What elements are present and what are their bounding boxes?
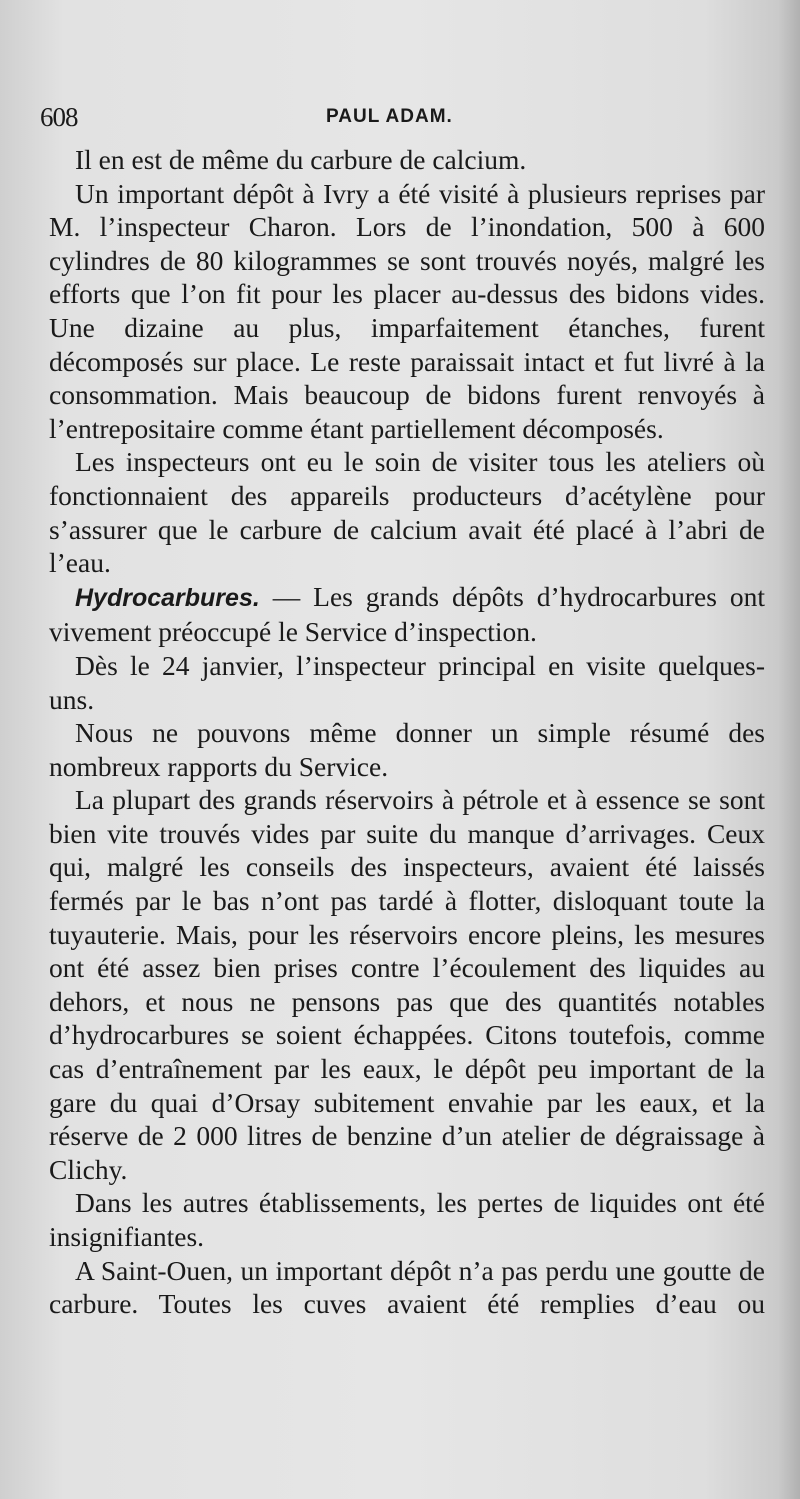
paragraph-5: Dès le 24 janvier, l’inspecteur principal en visite quelques-uns. xyxy=(49,649,765,715)
page-gutter-shadow xyxy=(778,0,800,1499)
paragraph-6: Nous ne pouvons même donner un simple résumé des nombreux rapports du Service. xyxy=(49,717,765,782)
paragraph-hydrocarbures: Hydrocarbures. — Les grands dépôts d’hydrocarbures ont vivement préoccupé le Service d’inspection. xyxy=(49,580,765,648)
paragraph-2: Un important dépôt à Ivry a été visité à plusieurs reprises par M. l’inspecteur Charon. Lors de l’inondation, 500 à 600 cylindres de 80 kilogrammes se sont trouvés noyés, malgré les efforts que l’on fit pour les placer au-dessus des bidons vides. Une dizaine au plus, imparfaitement étanches, furent décomposés sur place. Le reste paraissait intact et fut livré à la consommation. Mais beaucoup de bidons furent renvoyés à l’entrepositaire comme étant partiellement décomposés. xyxy=(49,177,765,444)
section-heading: Hydrocarbures. xyxy=(75,583,260,612)
paragraph-3: Les inspecteurs ont eu le soin de visiter tous les ateliers où fonctionnaient des appareils producteurs d’acétylène pour s’assurer que le carbure de calcium avait été placé à l’abri de l’eau. xyxy=(49,446,765,579)
running-head: PAUL ADAM. xyxy=(326,106,453,127)
page-number: 608 xyxy=(40,102,78,132)
page-header xyxy=(40,100,760,136)
body-text xyxy=(49,143,765,1321)
paragraph-8: Dans les autres établissements, les pertes de liquides ont été insignifiantes. xyxy=(49,1187,765,1252)
paragraph-7: La plupart des grands réservoirs à pétrole et à essence se sont bien vite trouvés vides par suite du manque d’arrivages. Ceux qui, malgré les conseils des inspecteurs, avaient été laissés fermés par le bas n’ont pas tardé à flotter, disloquant toute la tuyauterie. Mais, pour les réservoirs encore pleins, les mesures ont été assez bien prises contre l’écoulement des liquides au dehors, et nous ne pensons pas que des quantités notables d’hydrocarbures se soient échappées. Citons toutefois, comme cas d’entraînement par les eaux, le dépôt peu important de la gare du quai d’Orsay subitement envahie par les eaux, et la réserve de 2 000 litres de benzine d’un atelier de dégraissage à Clichy. xyxy=(49,784,765,1185)
paragraph-9: A Saint-Ouen, un important dépôt n’a pas perdu une goutte de carbure. Toutes les cuves avaient été remplies d’eau ou xyxy=(49,1254,765,1320)
paragraph-1: Il en est de même du carbure de calcium. xyxy=(75,144,527,175)
